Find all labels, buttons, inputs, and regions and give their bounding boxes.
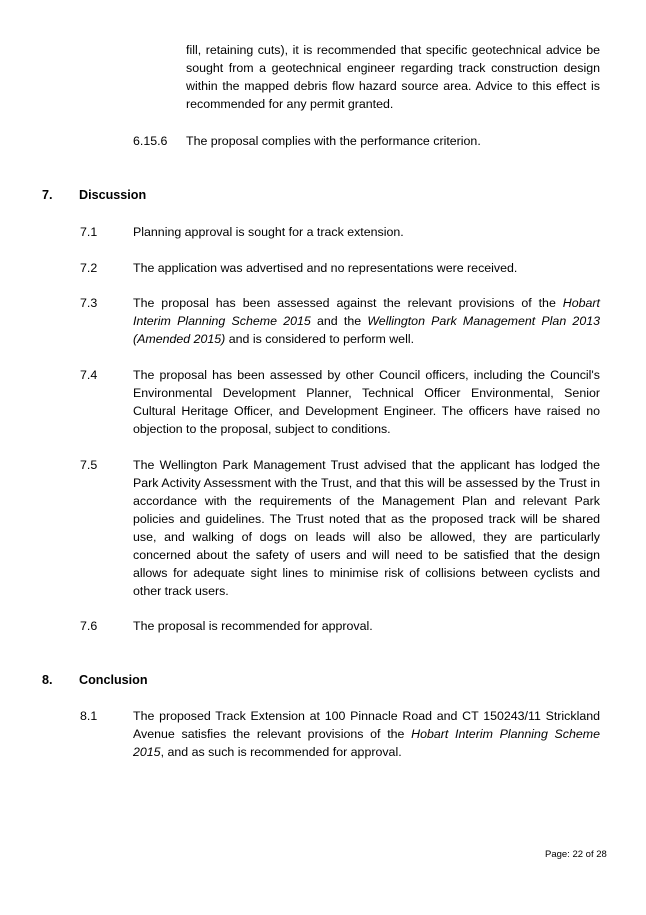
document-title-management-plan: Wellington Park Management Plan 2013 (Amended 2015) (133, 314, 600, 346)
paragraph-8-1 (133, 707, 600, 761)
paragraph-7-3 (133, 294, 600, 348)
document-title-planning-scheme: Hobart Interim Planning Scheme 2015 (133, 296, 600, 328)
item-number-7-6: 7.6 (80, 619, 98, 633)
text-run: and the (310, 314, 368, 328)
item-number-7-1: 7.1 (80, 225, 98, 239)
item-number-7-4: 7.4 (80, 368, 98, 382)
text-run: The proposal has been assessed against the relevant provisions of the (133, 296, 563, 310)
text-run: and is considered to perform well. (225, 332, 415, 346)
section-number-discussion: 7. (42, 188, 53, 202)
paragraph-6-15-6: The proposal complies with the performance criterion. (186, 134, 481, 148)
section-number-conclusion: 8. (42, 673, 53, 687)
page-number: Page: 22 of 28 (545, 849, 607, 860)
item-number-7-3: 7.3 (80, 296, 98, 310)
paragraph-7-6: The proposal is recommended for approval. (133, 619, 373, 633)
paragraph-7-1: Planning approval is sought for a track extension. (133, 225, 404, 239)
item-number-7-2: 7.2 (80, 261, 98, 275)
section-title-conclusion: Conclusion (79, 673, 148, 687)
item-number-6-15-6: 6.15.6 (133, 134, 168, 148)
text-run: , and as such is recommended for approval. (160, 745, 402, 759)
paragraph-7-5: The Wellington Park Management Trust advised that the applicant has lodged the Park Activity Assessment with the Trust, and that this will be assessed by the Trust in accordance with the requirements of the Management Plan and relevant Park policies and guidelines. The Trust noted that as the proposed track will be shared use, and walking of dogs on leads will also be allowed, they are particularly concerned about the safety of users and will need to be satisfied that the design allows for adequate sight lines to minimise risk of collisions between cyclists and other track users. (133, 458, 600, 598)
text-run: The proposed Track Extension at 100 Pinnacle Road and CT 150243/11 Strickland Avenue satisfies the relevant provisions of the (133, 709, 600, 741)
paragraph-7-2: The application was advertised and no representations were received. (133, 261, 518, 275)
item-number-7-5: 7.5 (80, 458, 98, 472)
section-title-discussion: Discussion (79, 188, 147, 202)
paragraph-6-15-5-continuation: fill, retaining cuts), it is recommended that specific geotechnical advice be sought from a geotechnical engineer regarding track construction design within the mapped debris flow hazard source area. Advice to this effect is recommended for any permit granted. (186, 43, 600, 111)
document-title-planning-scheme: Hobart Interim Planning Scheme 2015 (133, 727, 600, 759)
item-number-8-1: 8.1 (80, 709, 98, 723)
paragraph-7-4: The proposal has been assessed by other Council officers, including the Council's Environmental Development Planner, Technical Officer Environmental, Senior Cultural Heritage Officer, and Development Engineer. The officers have raised no objection to the proposal, subject to conditions. (133, 368, 600, 436)
